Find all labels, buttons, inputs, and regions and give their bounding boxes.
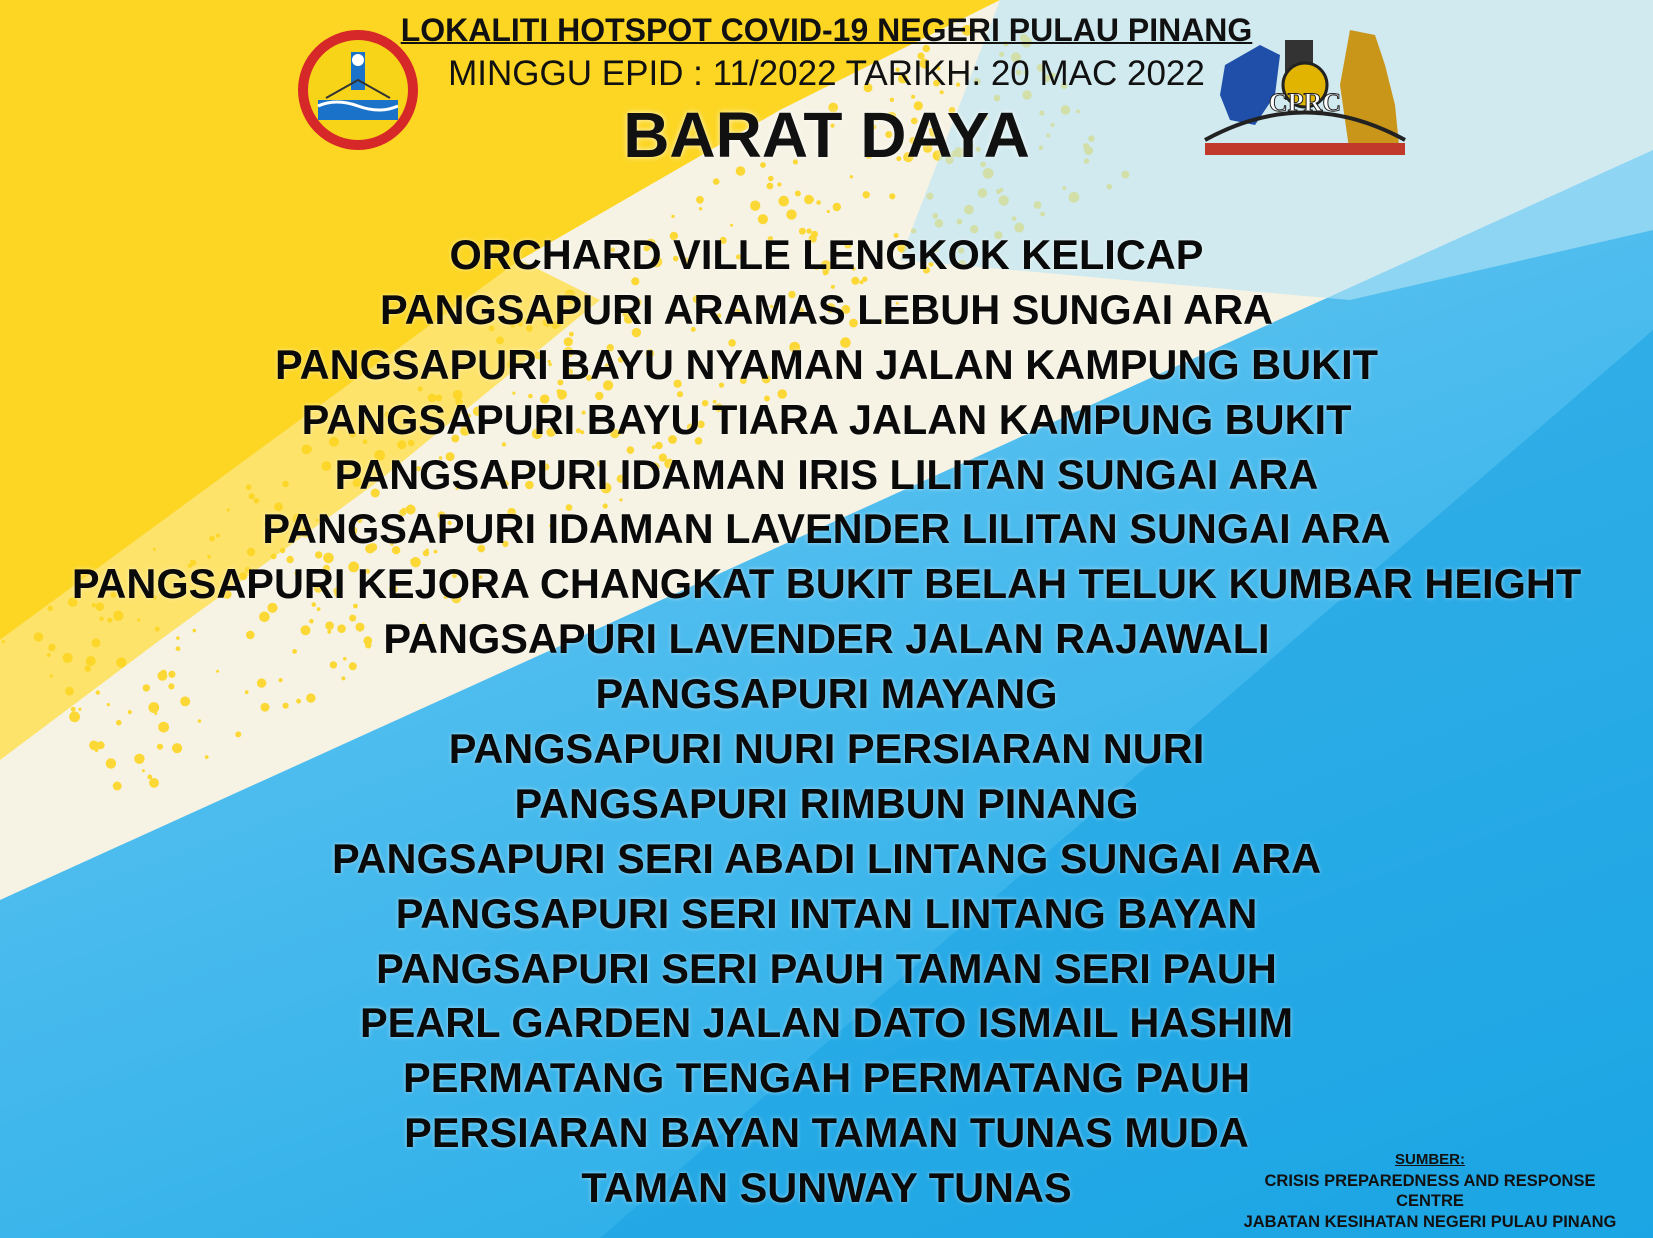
list-item: PANGSAPURI BAYU TIARA JALAN KAMPUNG BUKIT bbox=[301, 395, 1352, 443]
speckle bbox=[758, 214, 768, 224]
list-item: PANGSAPURI MAYANG bbox=[595, 670, 1058, 718]
list-item: PANGSAPURI BAYU NYAMAN JALAN KAMPUNG BUKIT bbox=[275, 340, 1378, 388]
district-name: BARAT DAYA bbox=[623, 99, 1030, 171]
speckle bbox=[730, 224, 733, 227]
epid-week-date: MINGGU EPID : 11/2022 TARIKH: 20 MAC 2022 bbox=[448, 54, 1205, 93]
speckle bbox=[816, 200, 821, 205]
list-item: ORCHARD VILLE LENGKOK KELICAP bbox=[449, 231, 1204, 278]
speckle bbox=[786, 209, 796, 219]
source-line: JABATAN KESIHATAN NEGERI PULAU PINANG bbox=[1243, 1212, 1617, 1231]
speckle bbox=[778, 196, 789, 207]
speckle bbox=[850, 175, 853, 178]
source-line: CENTRE bbox=[1396, 1192, 1464, 1210]
speckle bbox=[699, 207, 702, 210]
list-item: TAMAN SUNWAY TUNAS bbox=[581, 1164, 1072, 1212]
list-item: PANGSAPURI IDAMAN IRIS LILITAN SUNGAI ARA bbox=[334, 450, 1319, 498]
locality-list bbox=[0, 228, 1653, 1216]
list-item: PANGSAPURI ARAMAS LEBUH SUNGAI ARA bbox=[379, 285, 1274, 333]
list-item: PANGSAPURI SERI ABADI LINTANG SUNGAI ARA bbox=[331, 834, 1322, 882]
speckle bbox=[795, 191, 801, 197]
speckle bbox=[696, 196, 704, 204]
cprc-logo-icon bbox=[1200, 25, 1410, 160]
list-item: PANGSAPURI LAVENDER JALAN RAJAWALI bbox=[383, 615, 1270, 663]
speckle bbox=[671, 215, 674, 218]
list-item: PANGSAPURI SERI INTAN LINTANG BAYAN bbox=[395, 889, 1258, 937]
speckle bbox=[768, 176, 774, 182]
speckle bbox=[713, 178, 720, 185]
list-item: PANGSAPURI IDAMAN LAVENDER LILITAN SUNGAI ARA bbox=[262, 505, 1391, 553]
list-item: PANGSAPURI NURI PERSIARAN NURI bbox=[448, 725, 1205, 773]
source-credit bbox=[1220, 1150, 1640, 1232]
speckle bbox=[889, 193, 895, 199]
source-line: CRISIS PREPAREDNESS AND RESPONSE bbox=[1264, 1171, 1596, 1190]
list-item: PERSIARAN BAYAN TAMAN TUNAS MUDA bbox=[404, 1109, 1249, 1157]
speckle bbox=[767, 183, 774, 190]
source-label: SUMBER: bbox=[1395, 1151, 1465, 1168]
speckle bbox=[808, 197, 814, 203]
header bbox=[0, 0, 1653, 175]
list-item: PANGSAPURI KEJORA CHANGKAT BUKIT BELAH TELUK KUMBAR HEIGHT bbox=[71, 560, 1582, 608]
page-title: LOKALITI HOTSPOT COVID-19 NEGERI PULAU PINANG bbox=[400, 12, 1253, 48]
list-item: PANGSAPURI RIMBUN PINANG bbox=[514, 779, 1139, 827]
list-item: PEARL GARDEN JALAN DATO ISMAIL HASHIM bbox=[359, 999, 1294, 1047]
speckle bbox=[827, 210, 830, 213]
cprc-logo-text: CPRC bbox=[1268, 88, 1342, 117]
speckle bbox=[750, 201, 760, 211]
speckle bbox=[777, 182, 781, 186]
speckle bbox=[833, 203, 841, 211]
list-item: PANGSAPURI SERI PAUH TAMAN SERI PAUH bbox=[376, 944, 1277, 992]
speckle bbox=[863, 191, 870, 198]
list-item: PERMATANG TENGAH PERMATANG PAUH bbox=[403, 1054, 1250, 1102]
